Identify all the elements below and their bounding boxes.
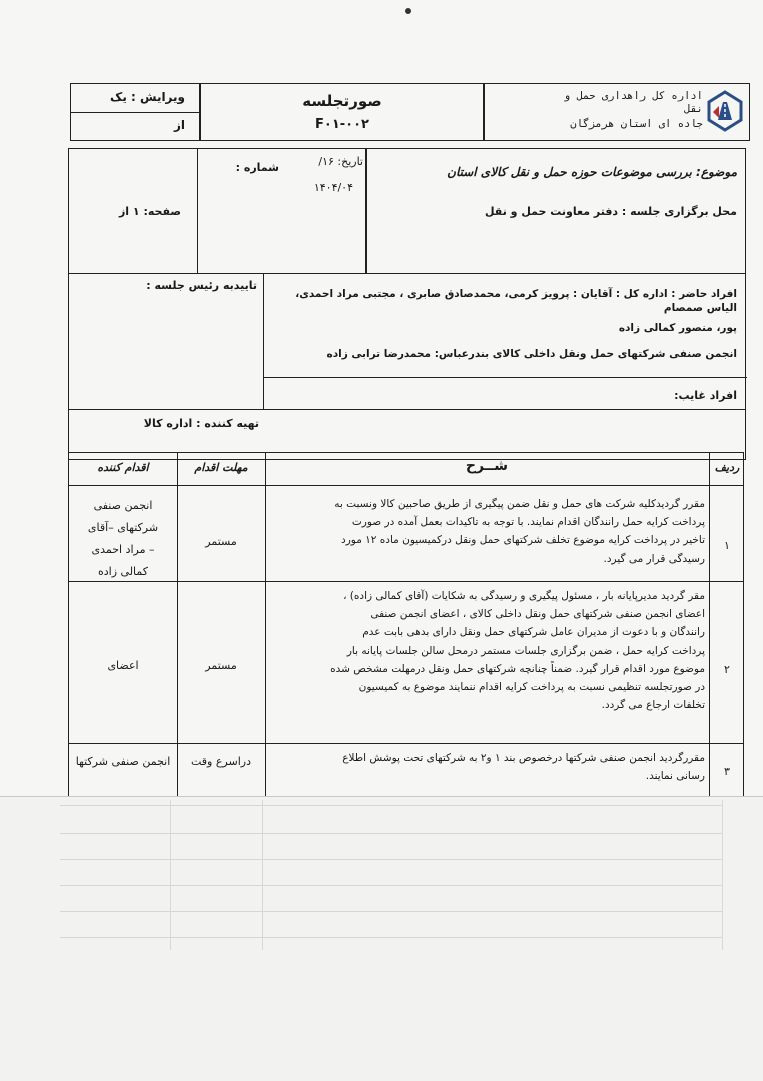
- column-header-description: شــرح: [465, 458, 509, 474]
- table-row-description: مقرر گردیدکلیه شرکت های حمل و نقل ضمن پیگیری از طریق صاحبین کالا ونسبت به پرداخت کرایه حمل رانندگان اقدام نمایند. با توجه به تاکیدات بعمل آمده در صورت تاخیر در پرداخت کرایه موضوع تخلف شرکتهای حمل ونقل درکمیسیون ماده ۱۲ مورد رسیدگی قرار می گیرد.: [334, 498, 705, 565]
- table-row-description: مقر گردید مدیرپایانه بار ، مسئول پیگیری و رسیدگی به شکایات (آقای کمالی زاده) ، اعضای انجمن صنفی شرکتهای حمل ونقل داخلی کالای ، اعضای انجمن صنفی رانندگان و با دعوت از مدیران عامل شرکتهای حمل ونقل دارای بدهی بابت عدم پرداخت کرایه حمل ، ضمن برگزاری جلسات مستمر درمحل سالن جلسات پایانه بار موضوع مورد اقدام قرار گیرد. ضمناً چنانچه شرکتهای حمل ونقل درمهلت مشخص شده در صورتجلسه تنظیمی نسبت به پرداخت کرایه اقدام ننمایند موضوع به کمیسیون تخلفات ارجاع می گردد.: [330, 590, 705, 712]
- of-label: از: [173, 118, 185, 132]
- prepared-by-label: تهیه کننده : اداره کالا: [143, 417, 259, 430]
- table-row-action-by: انجمن صنفی شرکتها: [75, 755, 171, 768]
- table-row-action-by: اعضای: [107, 659, 139, 672]
- table-row-action-by: انجمن صنفی شرکتهای –آقای مراد احمدی – کمالی زاده: [87, 499, 159, 578]
- absentees-label: افراد غایب:: [674, 389, 737, 402]
- table-row-number: ۳: [724, 765, 730, 778]
- table-row-number: ۲: [724, 663, 730, 676]
- table-row-deadline: دراسرع وقت: [191, 755, 251, 768]
- page-title: صورتجلسه: [302, 92, 382, 110]
- header-block: [70, 83, 750, 141]
- meeting-info-block: [68, 148, 746, 460]
- column-header-deadline: مهلت اقدام: [194, 461, 248, 474]
- column-header-action-by: اقدام کننده: [97, 461, 149, 474]
- attendees-line2: پور، منصور کمالی زاده: [618, 322, 737, 334]
- page-count-label: صفحه: ۱ از: [118, 205, 181, 218]
- venue-text: محل برگزاری جلسه : دفتر معاونت حمل و نقل: [484, 205, 737, 218]
- org-name-line2: جاده ای استان هرمزگان: [570, 118, 703, 130]
- resolutions-table: [68, 452, 744, 802]
- form-code: F۰۱-۰۰۲: [315, 117, 369, 132]
- subject-text: موضوع: بررسی موضوعات حوزه حمل و نقل کالای استان: [447, 165, 737, 179]
- attendees-line1: افراد حاضر : اداره کل : آقایان : پرویز کرمی، محمدصادق صابری ، مجتبی مراد احمدی، الیاس صمصام: [295, 288, 737, 314]
- scan-smudge: [405, 8, 411, 14]
- road-transport-logo-icon: [707, 90, 743, 132]
- column-header-row: ردیف: [714, 461, 740, 474]
- org-name-line1: اداره کل راهداری حمل و نقل: [563, 90, 703, 115]
- date-value: ۱۴۰۴/۰۴: [313, 181, 353, 194]
- table-row-deadline: مستمر: [205, 535, 237, 548]
- edition-label: ویرایش : یک: [110, 90, 185, 104]
- table-row-description: مقررگردید انجمن صنفی شرکتها درخصوص بند ۱ و۲ به شرکتهای تحت پوشش اطلاع رسانی نمایند.: [342, 752, 705, 783]
- meeting-number-label: شماره :: [235, 161, 279, 174]
- overlapping-sheet: [0, 796, 763, 1081]
- table-row-number: ۱: [724, 539, 730, 552]
- date-label: تاریخ: ۱۶/: [318, 155, 363, 168]
- table-row-deadline: مستمر: [205, 659, 237, 672]
- approval-label: تاییدبه رئیس جلسه :: [146, 279, 257, 292]
- attendees-line3: انجمن صنفی شرکتهای حمل ونقل داخلی کالای بندرعباس: محمدرضا ترابی زاده: [326, 348, 737, 360]
